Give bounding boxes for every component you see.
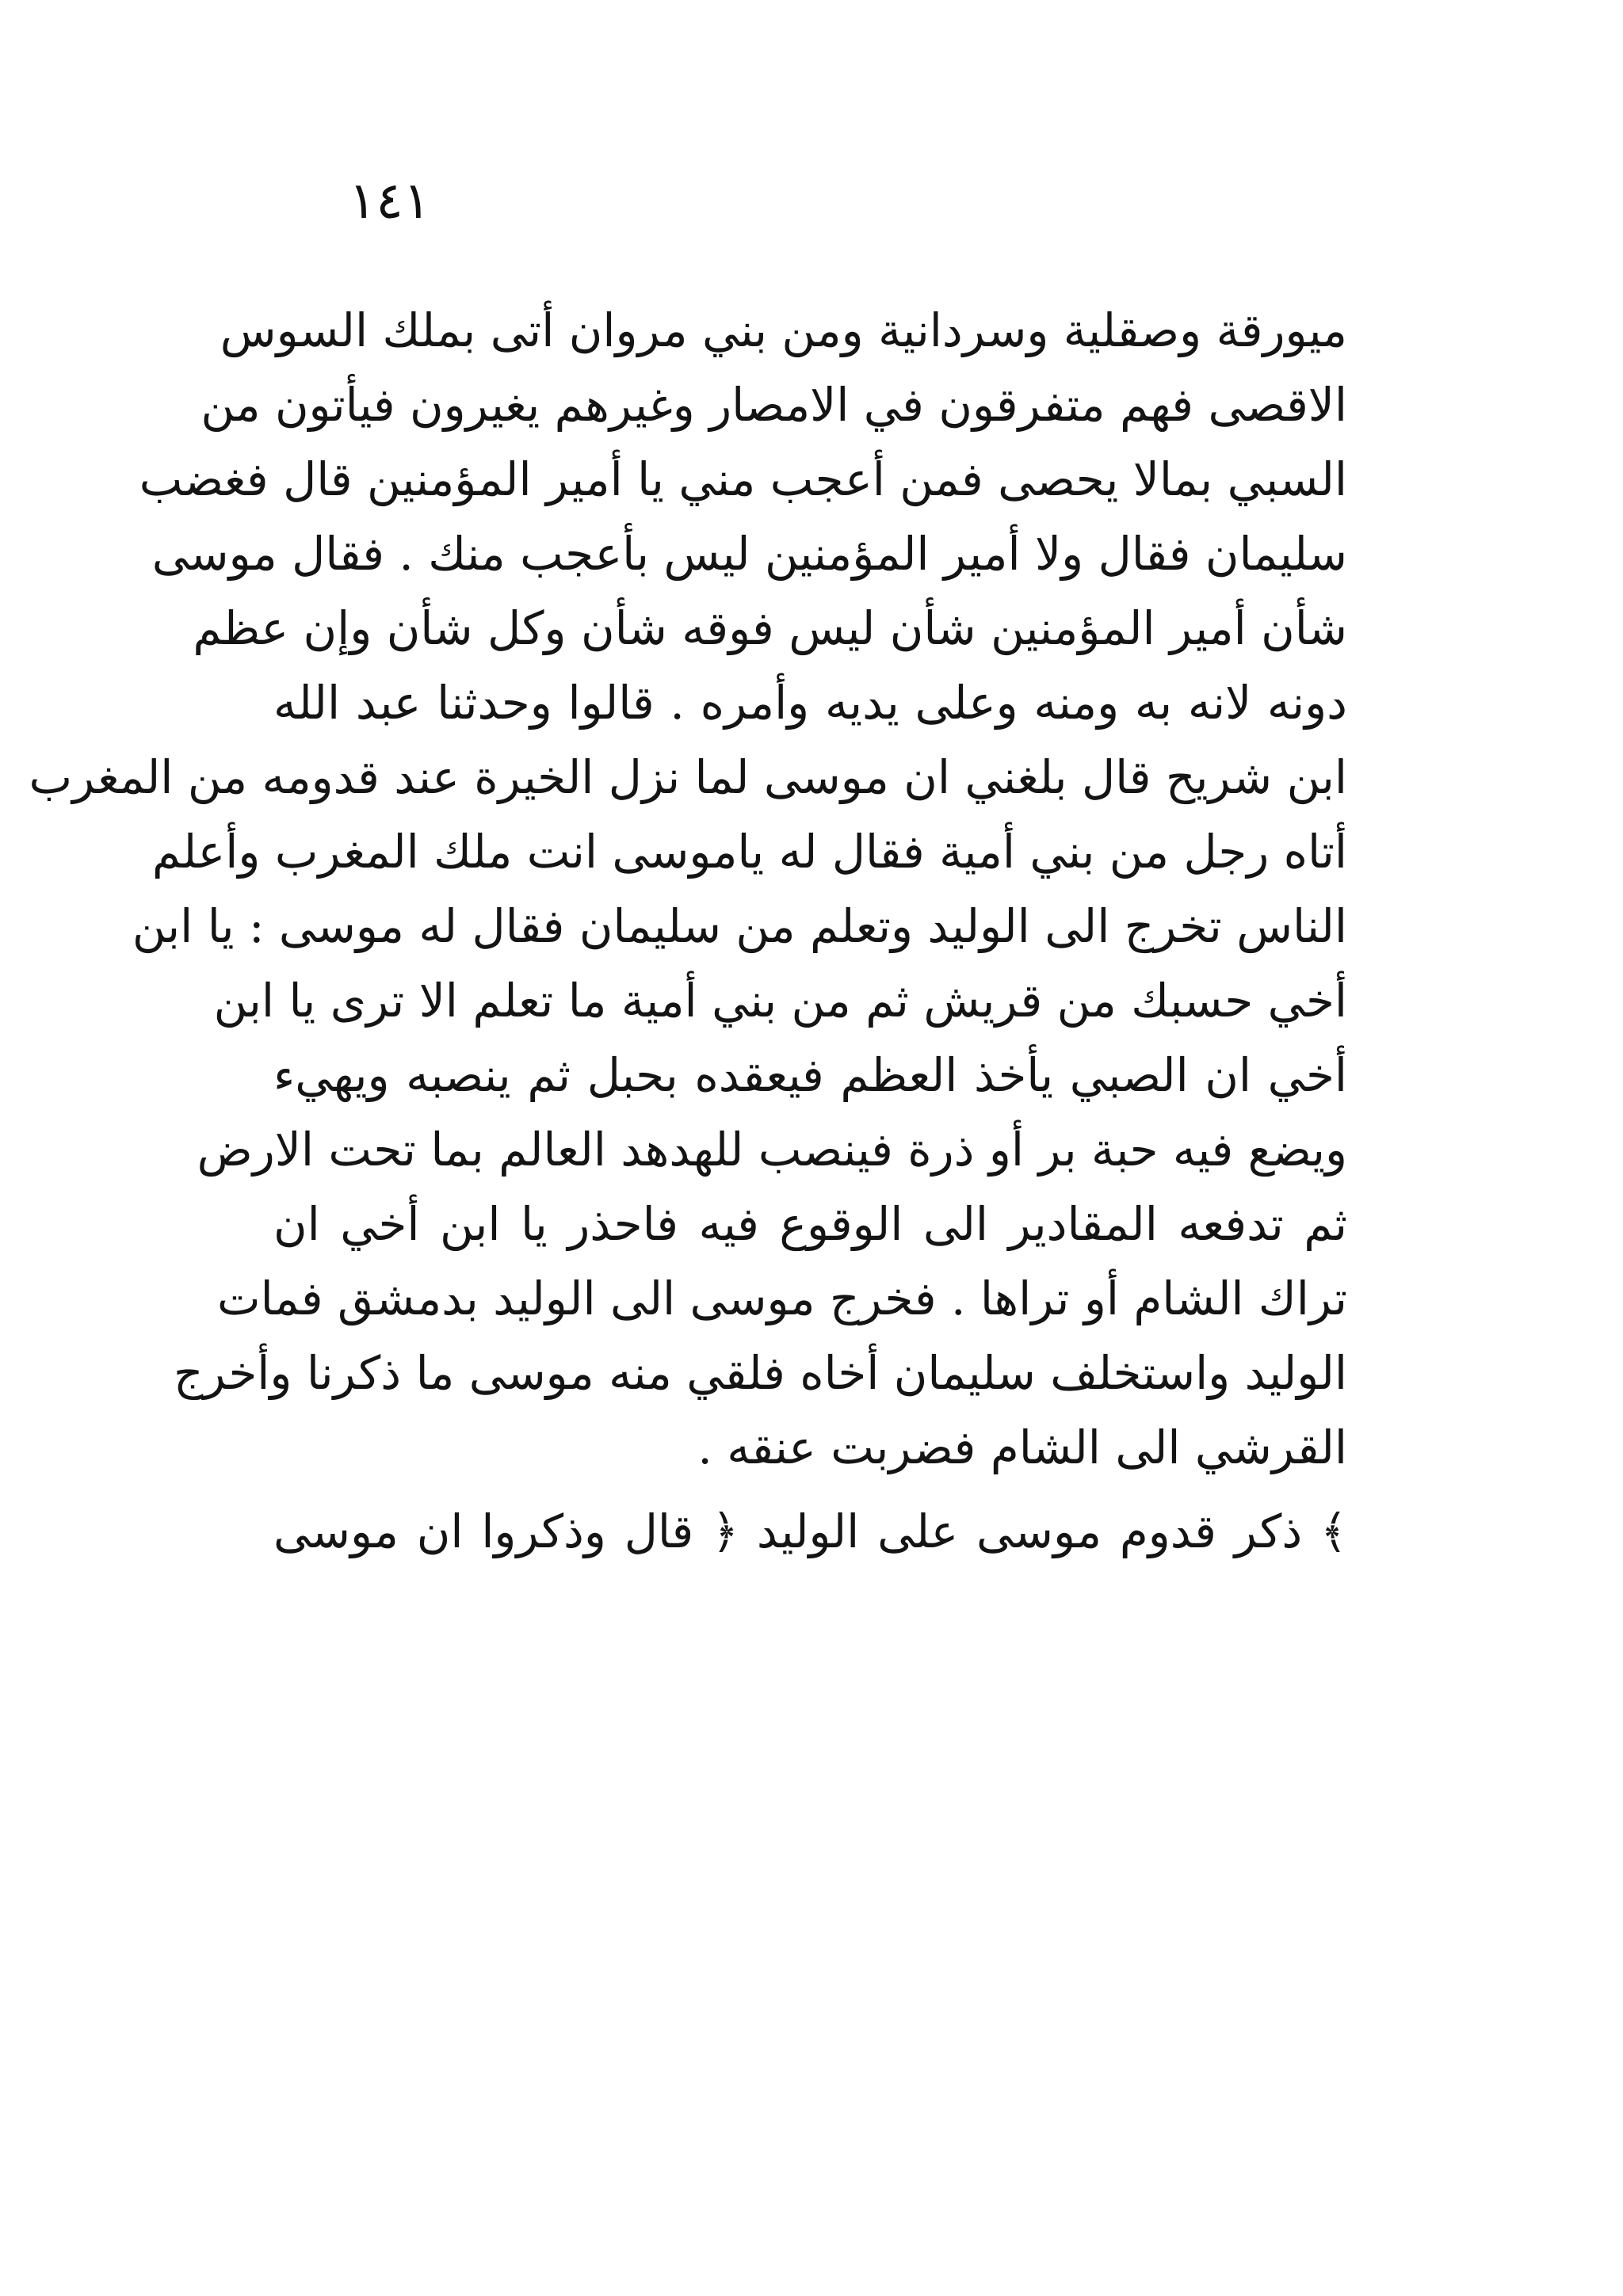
body-text [29, 293, 1347, 1569]
text-line: شأن أمير المؤمنين شأن ليس فوقه شأن وكل شأن وإن عظم [193, 601, 1347, 655]
text-line: ابن شريح قال بلغني ان موسى لما نزل الخيرة عند قدومه من المغرب [29, 750, 1347, 804]
text-line: الوليد واستخلف سليمان أخاه فلقي منه موسى ما ذكرنا وأخرج [174, 1346, 1347, 1400]
text-line: السبي بمالا يحصى فمن أعجب مني يا أمير المؤمنين قال فغضب [139, 452, 1347, 506]
text-line: ميورقة وصقلية وسردانية ومن بني مروان أتى بملك السوس [220, 303, 1347, 357]
text-line: أخي ان الصبي يأخذ العظم فيعقده بحبل ثم ينصبه ويهيء [273, 1048, 1347, 1102]
text-line: أتاه رجل من بني أمية فقال له ياموسى انت ملك المغرب وأعلم [151, 825, 1347, 879]
text-line: سليمان فقال ولا أمير المؤمنين ليس بأعجب منك . فقال موسى [151, 527, 1347, 581]
text-line: تراك الشام أو تراها . فخرج موسى الى الوليد بدمشق فمات [217, 1272, 1347, 1325]
text-line: أخي حسبك من قريش ثم من بني أمية ما تعلم الا ترى يا ابن [213, 974, 1347, 1028]
paragraph-end-line: القرشي الى الشام فضربت عنقه . [697, 1421, 1347, 1474]
text-line: ثم تدفعه المقادير الى الوقوع فيه فاحذر يا ابن أخي ان [273, 1197, 1347, 1251]
page-number: ١٤١ [349, 172, 431, 231]
text-line: ويضع فيه حبة بر أو ذرة فينصب للهدهد العالم بما تحت الارض [197, 1123, 1347, 1177]
text-line: الناس تخرج الى الوليد وتعلم من سليمان فقال له موسى : يا ابن [132, 899, 1347, 953]
text-line: الاقصى فهم متفرقون في الامصار وغيرهم يغيرون فيأتون من [200, 378, 1347, 432]
section-heading-line: ﴾ ذكر قدوم موسى على الوليد ﴿ قال وذكروا ان موسى [273, 1505, 1347, 1558]
text-line: دونه لانه به ومنه وعلى يديه وأمره . قالوا وحدثنا عبد الله [273, 676, 1347, 730]
